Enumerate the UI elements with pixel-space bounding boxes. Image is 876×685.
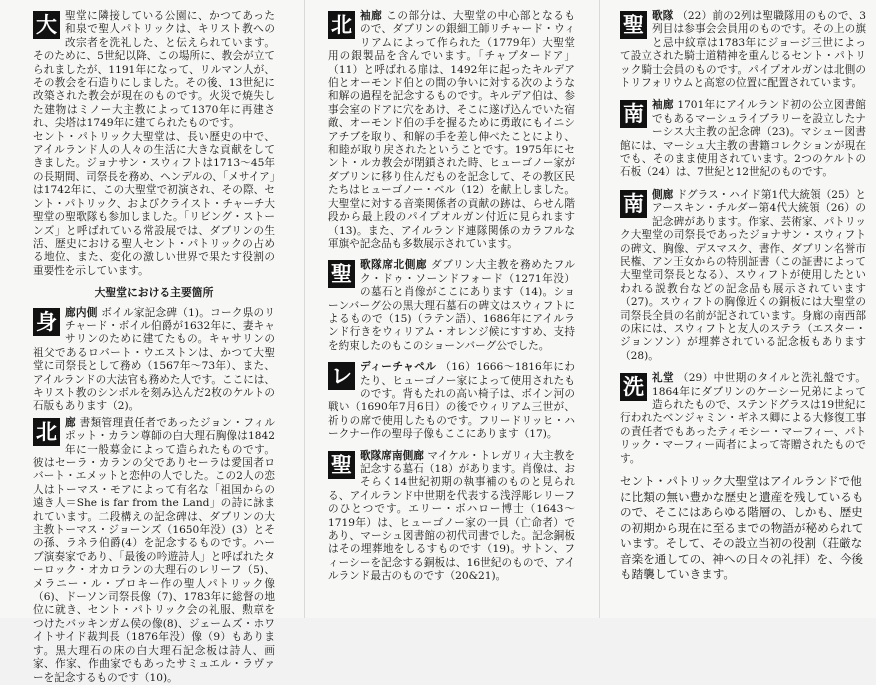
section-title: 歌隊席北側廊 [360, 259, 428, 272]
section-text: ドグラス・ハイド第1代大統領（25）とアースキン・チルダー第4代大統領（26）の記念碑があります。作家、芸術家、パトリック大聖堂の司祭長であったジョナサン・スウィフトの碑文、胸像、デスマスク、書作、ダブリン名誉市民権、アン王女からの特別証書（この証書によって大聖堂司祭長となる）、スウィフトが使用したといわれる説教台などの記念品も展示されています（27)。スウィフトの胸像近くの銅板には大聖堂の司祭長全員の名前が記されています。身廊の南西部の床には、スウィフトと友人のステラ（エスター・ジョンソン）が埋葬されている記念板もあります（28)。 [620, 188, 866, 362]
intro-text: 聖堂に隣接している公園に、かつてあった和泉で聖人パトリックは、キリスト教への改宗者を洗礼した、と伝えられています。そのために、5世紀以降、この場所に、教会が立てられましたが、1191年になって、リルマン人が、その教会を石造りにしました。その後、13世紀に改築された教会が現在のものです。火災で焼失した建物はミノー大主教によって1370年に再建され、尖塔は1749年に建てられたものです。 [33, 10, 275, 130]
section-title: 礼堂 [652, 372, 674, 385]
column-3 [620, 10, 866, 610]
section-title: 側廊 [652, 188, 674, 201]
section-text: 書類管理責任者であったジョン・フィルポット・カラン尊師の白大理石胸像は1842年に一般募金によって造られたものです。彼はセーラ・カランの父でありセーラは愛国者ロバート・エメットと恋仲の人でした。この2人の恋人はトーマス・モアによって有名な「祖国からの遠き人＝She is far from the Land」の詩に詠まれています。二段構えの記念碑は、ダブリンの大主教トーマス・ジョーンズ（1650年没）(3）とその孫、ラネラ伯爵(4）を記念するものです。ハーブ演奏家であり、「最後の吟遊詩人」と呼ばれたターロック・オカロランの大理石のレリーフ（5)、メラニー・ル・ブロキー作の聖人パトリック像（6)、ドーソン司祭長像（7)、1783年に総督の地位に就き、セント・パトリック会の礼服、勲章をつけたバッキンガム侯の像(8)、ジェームズ・ホワイトサイド裁判長（1876年没）像（9）もあります。黒大理石の床の白大理石記念板は詩人、画家、作家、作曲家でもあったサミュエル・ラヴァーを記念するものです（10)。 [33, 416, 275, 684]
section-title: 廊 [65, 416, 76, 429]
intro-section [33, 10, 275, 278]
lady-chapel-section [328, 361, 575, 441]
north-aisle-section [33, 417, 275, 685]
kanji-marker: 北 [328, 11, 355, 39]
section-text: この部分は、大聖堂の中心部となるもので、ダブリンの銀細工師リチャード・ウィリアムによって作られた（1779年）大聖堂用の銀製品を含んでいます。「チャプタードア」（11）と呼ばれる扉は、1492年に起ったキルデア伯とオーモンド伯との間の争いに対する次のような和解の過程を記念するものです。キルデア伯は、参事会室のドアに穴をあけ、そこに遂げ込んでいた宿敵、オーモンド伯の手を握るために勇敢にもイニシアチブを取り、和解の手を差し伸べたことにより、和睦が取り戻されたということです。1975年にセント・ルカ教会が閉鎖された時、ヒューゴノー家がダブリンに移り住んだものを記念して、その教区民たちはヒューゴノー・ベル（12）を献上しました。大聖堂に対する音楽関係者の貢献の跡は、らせん階段から最上段のパイプオルガン付近に見られます（13)。また、アイルランド連隊関係のカラフルな軍旗や記念品も多数展示されています。 [328, 10, 576, 250]
choir-north-section [328, 259, 575, 353]
kanji-marker: 身 [33, 308, 60, 336]
section-title: 歌隊 [652, 10, 674, 22]
section-text: ボイル家記念碑（1)。コーク県のリチャード・ボイル伯爵が1632年に、妻キャサリンのために建てたもの。キャサリンの祖父であるロバート・ウエストンは、かつて大聖堂に司祭長として務め（1567年～73年）、また、アイルランドの大法官も務めた人です。ここには、キリスト教のシンボルを刻み込んだ2枚のケルトの石版もあります（2)。 [33, 306, 276, 413]
section-text: 1701年にアイルランド初の公立図書館でもあるマーシュライブラリーを設立したナーシス大主教の記念碑（23)。マシュー図書館には、マーシュ大主教の書籍コレクションが現在でも、そのまま使用されています。2つのケルトの石板（24）は、7世紀と12世紀のものです。 [620, 99, 867, 179]
column-2 [328, 10, 575, 610]
choir-south-section [328, 450, 575, 584]
nave-section [33, 307, 275, 414]
intro-text-2: セント・パトリック大聖堂は、長い歴史の中で、アイルランド人の人々の生活に大きな貢献をしてきました。ジョナサン・スウィフトは1713～45年の長期間、司祭長を務め、ヘンデルの、「メサイア」は1742年に、この大聖堂で初演され、その際、セント・パトリック、およびクライスト・チャーチ大聖堂の聖歌隊も参加しました。「リビング・ストーンズ」と呼ばれている常設展では、ダブリンの生活、歴史における聖人セント・パトリックの占める地位、また、変化の激しい世界で果たす役割の重要性を示しています。 [33, 130, 275, 277]
section-text: （22）前の2列は聖職隊用のもので、3列目は参事会会員用のものです。その上の旗と忌中紋章は1783年にジョージ三世によって設立された騎士道精神を重んじるセント・パトリック騎士会員のものです。パイプオルガンは北側のトリフォリウムと高窓の位置に配置されています。 [620, 10, 867, 90]
kanji-marker: 南 [620, 190, 647, 218]
closing-statement: セント・パトリック大聖堂はアイルランドで他に比類の無い豊かな歴史と遺産を残しているもので、そこにはあらゆる階層の、しかも、歴史の初期から現在に至るまでの物語が秘められています。そして、その設立当初の役割（荘厳な音楽を通しての、神への日々の礼拝）を、今後も踏襲していきます。 [620, 474, 864, 581]
kanji-marker: 南 [620, 100, 647, 128]
section-text: マイケル・トレガリィ大主教を記念する墓石（18）があります。肖像は、おそらく14世紀初期の執事補のものと見られる、アイルランド中世期を代表する浅浮彫レリーフのひとつです。エリー・ボハロー博士（1643～1719年）は、ヒューゴノー家の一員（亡命者）であり、マーシュ図書館の初代司書でした。記念銅板はその埋葬地をしるすものです（19)。サトン、フィーシーを記念する銅板は、16世紀のもので、アイルランド最古のものです（20&21)。 [328, 449, 576, 583]
kanji-marker: 聖 [328, 451, 355, 479]
south-transept-section [620, 99, 866, 179]
kanji-marker: 洗 [620, 373, 647, 401]
section-text: ダブリン大主教を務めたフルク・ドゥ・ソーンドフォード（1271年没）の墓石と肖像がここにあります（14)。ショーンバーグ公の黒大理石墓石の碑文はスウィフトによるもので（15)（ラテン語）、1686年にアイルランド行きをウィリアム・オレンジ候にすすめ、支持を約束したのもこのショーンバーグ公でした。 [328, 259, 576, 352]
choir-section [620, 10, 866, 90]
section-heading: 大聖堂における主要箇所 [94, 286, 214, 300]
section-title: ディーチャペル [360, 361, 437, 374]
section-title: 袖廊 [360, 10, 383, 22]
south-aisle-section [620, 189, 866, 363]
column-divider [599, 0, 600, 618]
north-transept-section [328, 10, 575, 251]
section-text: （16）1666～1816年にわたり、ヒューゴノー家によって使用されたものです。背もたれの高い椅子は、ボイン河の戦い（1690年7月6日）の後でウィリアム三世が、祈りの席で使用したものです。フリードリッヒ・ハークナー作の聖母子像もここにあります（17)。 [328, 361, 575, 441]
kanji-marker: 大 [33, 11, 60, 39]
kanji-marker: 聖 [620, 11, 647, 39]
section-title: 廊内側 [65, 306, 98, 319]
section-text: （29）中世期のタイルと洗礼盤です。1864年にダブリンのケーシー兄弟によって造られたもので、ステンドグラスは19世紀に行われたベンジャミン・ギネス卿による大修復工事の責任者でもあったティモシー・マーフィー、パトリック・マーフィー両者によって寄贈されたものです。 [620, 372, 866, 465]
kanji-marker: 北 [33, 418, 60, 446]
kanji-marker: レ [328, 362, 355, 390]
column-1 [33, 10, 276, 684]
section-title: 袖廊 [652, 99, 674, 112]
baptistry-section [620, 372, 866, 466]
kanji-marker: 聖 [328, 260, 355, 288]
column-divider [304, 0, 305, 618]
section-title: 歌隊席南側廊 [360, 449, 424, 462]
